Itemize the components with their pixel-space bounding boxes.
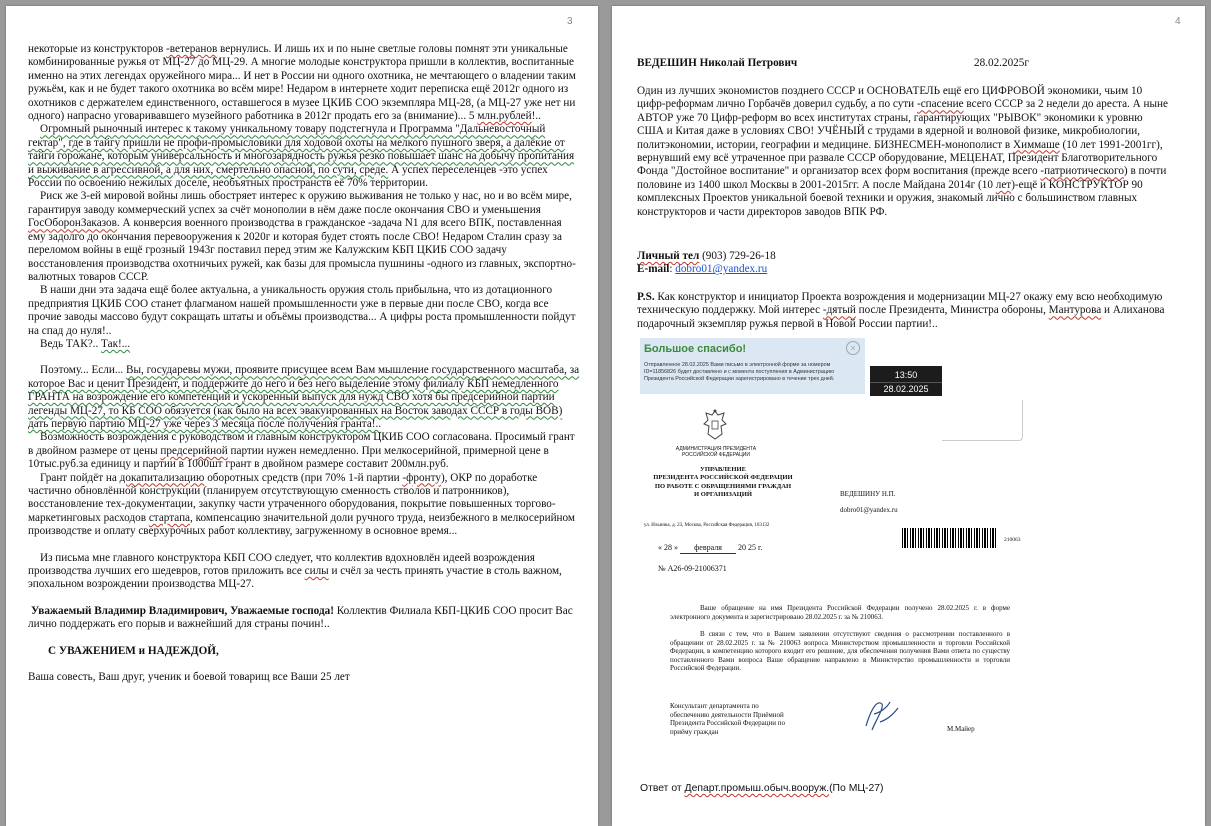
department-title: УПРАВЛЕНИЕ ПРЕЗИДЕНТА РОССИЙСКОЙ ФЕДЕРАЦИИ ПО РАБОТЕ С ОБРАЩЕНИЯМИ ГРАЖДАН И ОРГАНИЗАЦИЙ xyxy=(653,466,793,499)
paragraph-7: Возможность возрождения с руководством и главным конструктором ЦКИБ СОО согласована. Просимый грант в двойном размере от цены предсерийной партии нужен немедленно. При мелкосерийной, примерной цене в 10тыс.руб.за единицу и партии в 1000шт грант в двойном размере составит 200млн.руб. xyxy=(28,431,575,471)
paragraph-10: Уважаемый Владимир Владимирович, Уважаемые господа! Коллектив Филиала КБП-ЦКИБ СОО просит Вас лично поддержать его порыв и важнейший для страны почин!.. xyxy=(28,604,573,631)
paragraph-9: Из письма мне главного конструктора КБП СОО следует, что коллектив вдохновлён идеей возрождения производства лучших его шедевров, готов приложить все силы и счёл за честь принять участие в столь важном, эпохальном возрождении производства МЦ-27. xyxy=(28,551,562,591)
paragraph-1: некоторые из конструкторов -ветеранов вернулись. И лишь их и по ныне светлые головы помнят эти уникальные комбинированные ружья от МЦ-27 до МЦ-29. А многие молодые конструктора пришли в коллектив, воспитанные именно на этих легендах оружейного мира... И нет в России ни одного охотника, не мечтающего о владении таким ружьём, как и не будет такого охотника во всём мире! Недаром в интернете ходит переписка ещё 2012г одного из охотников с держателем единственного, оставшегося в музее ЦКИБ СОО экземпляра МЦ-28, (а МЦ-27 уже нет ни одного) напрасно уговаривавшего музейного работника в 2012г продать его за (внимание)... 5 млн.рублей!.. xyxy=(28,43,576,123)
clock-widget xyxy=(870,366,942,396)
postscript: P.S. Как конструктор и инициатор Проекта возрождения и модернизации МЦ-27 окажу ему всю необходимую техническую поддержку. Мой интерес -дятый после Президента, Министра обороны, Мантурова и Алиханова подарочный экземпляр ружья первой в Новой России партии!.. xyxy=(637,291,1165,330)
barcode-number: 210063 xyxy=(1004,537,1021,543)
author-date: 28.02.2025г xyxy=(974,57,1029,69)
signatory-name: М.Майер xyxy=(947,725,975,733)
letter-body-2: В связи с тем, что в Вашем заявлении отсутствуют сведения о рассмотрении поставленного в обращении от 28.02.2025 г. за № 210063 вопроса Министерством промышленности и торговли Российской Федерации, в компетенцию которого входит его решение, для обеспечения получения Вами ответа по существу поставленного Вами вопроса Ваше обращение направлено в Министерство промышленности и торговли Российской Федерации. xyxy=(670,630,1010,673)
phone: Личный тел (903) 729-26-18 xyxy=(637,250,776,262)
letter-body-1: Ваше обращение на имя Президента Российской Федерации получено 28.02.2025 г. в форме электронного документа и зарегистрировано 28.02.2025 г. за № 210063. xyxy=(670,604,1010,621)
page-number: 4 xyxy=(1175,16,1181,27)
banner-text: Отправленное 28.02.2025 Вами письмо в электронной форме за номером ID=11856826 будет доставлено и с момента поступления в Администрацию Президента Российской Федерации зарегистрировано в течение трех дней. xyxy=(644,362,835,382)
recipient-email: dobro01@yandex.ru xyxy=(840,506,898,514)
page-number: 3 xyxy=(567,16,573,27)
paragraph-5: Ведь ТАК?.. Так!... xyxy=(40,337,131,350)
letter-number: № А26-09-21006371 xyxy=(658,564,727,573)
page-4 xyxy=(612,6,1205,826)
email: E-mail: dobro01@yandex.ru xyxy=(637,263,768,276)
department-address: ул. Ильинка, д. 23, Москва, Российская Федерация, 103132 xyxy=(644,523,770,528)
thanks-banner xyxy=(640,338,865,394)
signature-icon xyxy=(858,696,908,736)
admin-label: АДМИНИСТРАЦИЯ ПРЕЗИДЕНТА РОССИЙСКОЙ ФЕДЕРАЦИИ xyxy=(675,446,757,458)
letter-body xyxy=(28,43,580,684)
signatory-title: Консультант департамента по обеспечению деятельности Приёмной Президента Российской Федерации по приёму граждан xyxy=(670,702,785,736)
author-bio: Один из лучших экономистов позднего СССР и ОСНОВАТЕЛЬ ещё его ЦИФРОВОЙ экономики, чьим 10 цифр-реформам лично Горбачёв доверил судьбу, а по сути -спасение всего СССР за 2 недели до ареста. А ныне АВТОР уже 70 Цифр-реформ во всех институтах страны, гарантирующих "РЫВОК" экономики к уровню США и Китая даже в условиях СВО! УЧЁНЫЙ с трудами в ядерной и волновой физике, микробиологии, политэкономии, истории, географии и медицине. БИЗНЕСМЕН-монополист в Химмаше (10 лет 1991-2001гг), вернувший ему всё утраченное при развале СССР оборудование, МЕЦЕНАТ, Президент Благотворительного Фонда "Достойное воспитание" и организатор всех форм воспитания (прежде всего -патриотического) в почти половине из 1400 школ Москвы в 2001-2015гг. А после Майдана 2014г (10 лет)-ещё и КОНСТРУКТОР 90 комплексных Проектов уникальной боевой техники и оружия, знакомый лично с большинством главных конструкторов и части директоров заводов ВПК РФ. xyxy=(637,85,1168,218)
closing: С УВАЖЕНИЕМ и НАДЕЖДОЙ, xyxy=(48,644,219,657)
letter-date: « 28 » февраля 20 25 г. xyxy=(658,543,763,552)
signature-line: Ваша совесть, Ваш друг, ученик и боевой товарищ все Ваши 25 лет xyxy=(28,671,350,684)
paragraph-2: Огромный рыночный интерес к такому уникальному товару подстегнула и Программа "Дальневосточный гектар", где в тайгу пришли не профи-промысловики для ходовой охоты на мелкого пушного зверя, а далёкие от тайги горожане, которым универсальность и многозарядность ружья резко повышает шанс на добычу пропитания и выживание в агрессивной, а для них, смертельно опасной, по сути, среде. А успех переселенцев -это успех России по освоению нежилых доселе, необъятных пространств её 70% территории. xyxy=(28,123,575,190)
contacts xyxy=(637,250,1167,277)
paragraph-8: Грант пойдёт на докапитализацию оборотных средств (при 70% 1-й партии -фронту), ОКР по доработке частично обновлённой конструкции (планируем отсутствующую сменность стволов и патронников), восстановление тех-документации, закупку части утраченного оборудования, покрытие повышенных торгово-маркетинговых расходов стартапа, компенсацию значительной доли ручного труда, неизбежного в мелкосерийном производстве и оплату сверхурочных работ коллективу, загруженному в основное время... xyxy=(28,471,576,538)
paragraph-6: Поэтому... Если... Вы, государевы мужи, проявите присущее всем Вам мышление государственного масштаба, за которое Вас и ценит Президент, и поддержите до него и без него выделение этому филиалу КБП немедленного ГРАНТА на возрождение его компетенций и ускоренный выпуск для нужд СВО хотя бы предсерийной партии легенды МЦ-27, то КБ СОО обязуется (как было на всех эвакуированных на Восток заводах СССР в годы ВОВ) дать первую партию МЦ-27 уже через 3 месяца после получения гранта!.. xyxy=(28,364,580,430)
clock-date: 28.02.2025 xyxy=(870,382,942,395)
reply-letter-image xyxy=(640,338,1025,750)
recipient-name: ВЕДЕШИНУ Н.П. xyxy=(840,490,896,498)
footer-caption: Ответ от Департ.промыш.обыч.вооруж.(По МЦ-27) xyxy=(640,783,884,794)
coat-of-arms-icon xyxy=(702,408,728,442)
author-name: ВЕДЕШИН Николай Петрович xyxy=(637,57,798,69)
close-icon[interactable]: × xyxy=(846,341,860,355)
banner-title: Большое спасибо! xyxy=(644,343,747,355)
paragraph-3: Риск же 3-ей мировой войны лишь обостряет интерес к оружию выживания не только у нас, но и во всём мире, гарантируя заводу коммерческий успех за счёт монополии в нём даже после окончания СВО и уменьшения ГосОборонЗаказов. А конверсия военного производства в гражданское -задача N1 для всего ВПК, поставленная ему задолго до окончания перевооружения к 2020г и которая будет стоять после СВО! Недаром Сталин сразу за переломом войны в ещё грозный 1943г поставил перед этим же Калужским КБП ЦКИБ СОО задачу восстановления производства охотничьих ружей, как базы для промысла пушнины -одного из главных, экспортно-валютных товаров СССР. xyxy=(28,190,576,283)
email-link[interactable]: dobro01@yandex.ru xyxy=(675,263,768,276)
page-3 xyxy=(6,6,598,826)
window-edge xyxy=(942,400,1023,441)
paragraph-4: В наши дни эта задача ещё более актуальна, а уникальность оружия столь прибыльна, что из дотационного предприятия ЦКИБ СОО станет флагманом нашей промышленности уже в первые дни после СВО, когда все прочие заводы массово будут сокращать штаты и объёмы производства... А цифры роста промышленности пойдут на спад до нуля!.. xyxy=(28,284,576,337)
author-header xyxy=(637,57,1167,70)
clock-time: 13:50 xyxy=(894,370,918,380)
barcode-icon xyxy=(902,528,996,548)
